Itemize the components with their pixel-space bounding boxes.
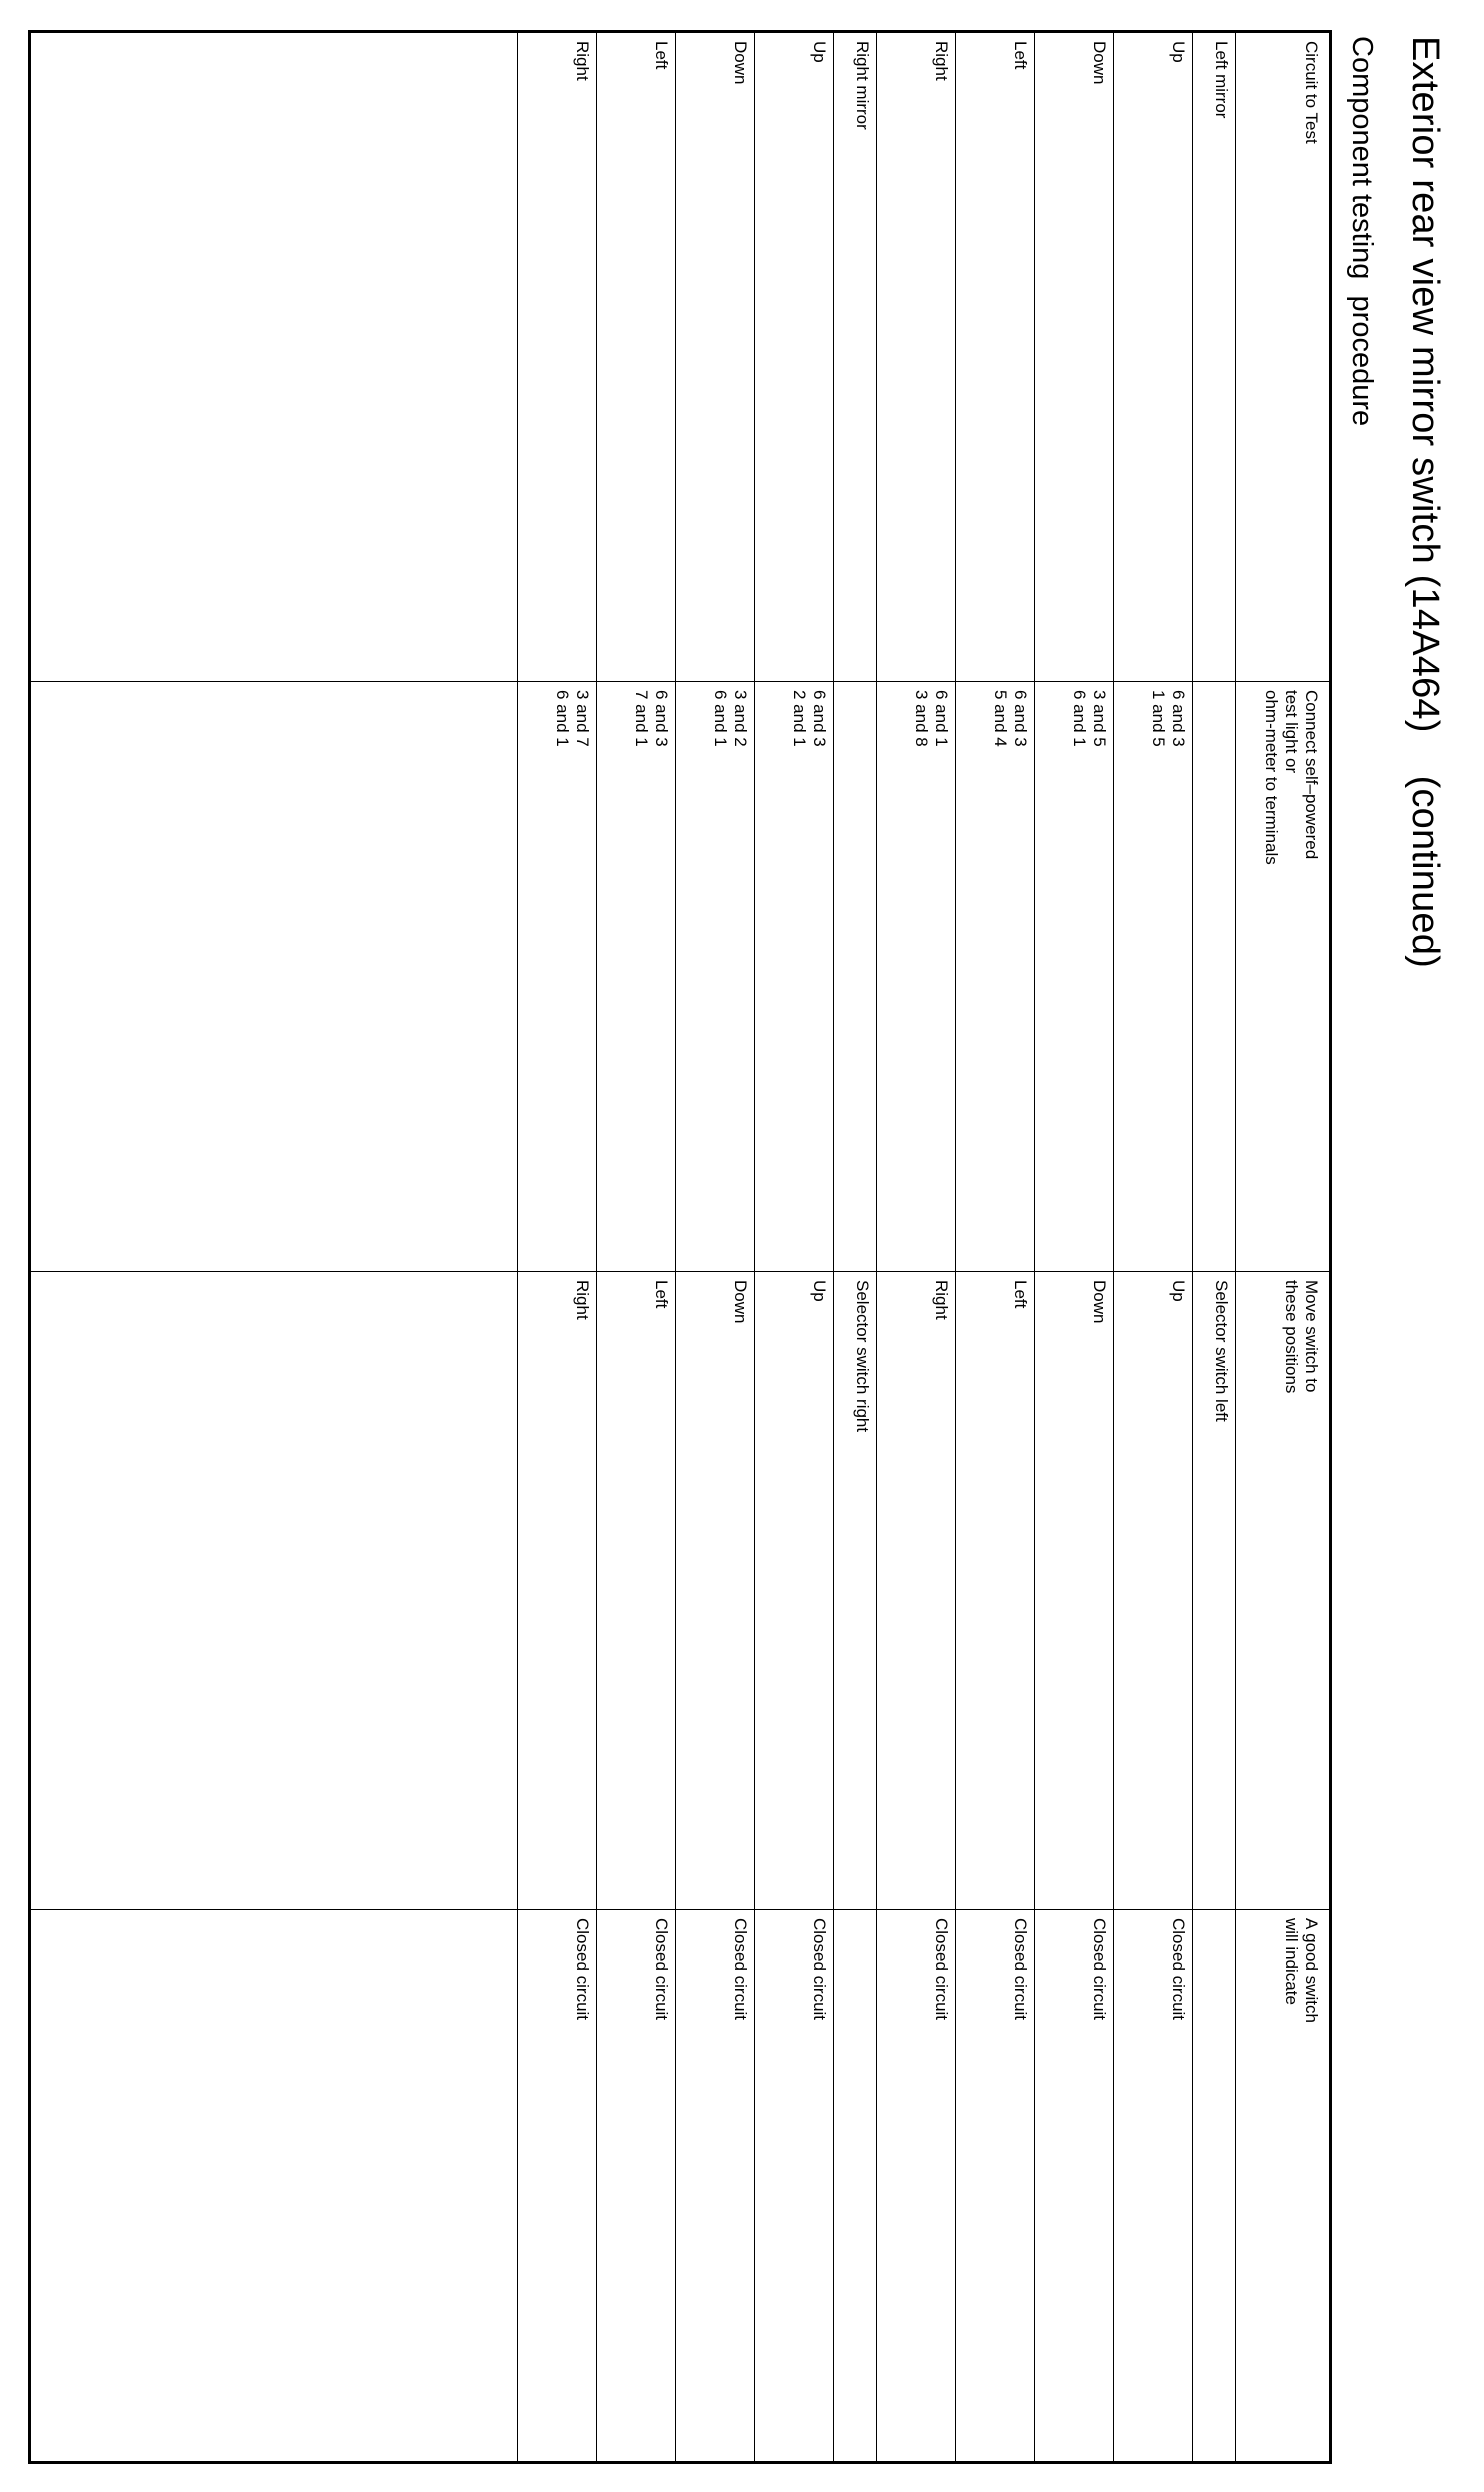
procedure-table bbox=[28, 30, 1332, 2464]
position-cell: Selector switch right bbox=[834, 1272, 877, 1910]
position-cell: Down bbox=[676, 1272, 755, 1910]
table-header-row bbox=[1236, 32, 1331, 2463]
circuit-cell: Down bbox=[676, 32, 755, 682]
table-row bbox=[676, 32, 755, 2463]
terminals-cell: 6 and 1 3 and 8 bbox=[877, 682, 956, 1272]
terminals-cell: 3 and 5 6 and 1 bbox=[1035, 682, 1114, 1272]
circuit-cell: Left bbox=[956, 32, 1035, 682]
position-cell: Up bbox=[755, 1272, 834, 1910]
table-row bbox=[834, 32, 877, 2463]
indicates-cell: Closed circuit bbox=[597, 1910, 676, 2463]
indicates-cell: Closed circuit bbox=[1114, 1910, 1193, 2463]
page-title: Exterior rear view mirror switch (14A464) (continued) bbox=[1404, 36, 1446, 968]
position-cell: Left bbox=[956, 1272, 1035, 1910]
circuit-cell: Right bbox=[518, 32, 597, 682]
terminals-cell: 6 and 3 2 and 1 bbox=[755, 682, 834, 1272]
terminals-cell: 3 and 2 6 and 1 bbox=[676, 682, 755, 1272]
circuit-cell: Down bbox=[1035, 32, 1114, 682]
table-row bbox=[1193, 32, 1236, 2463]
header-circuit: Circuit to Test bbox=[1236, 32, 1331, 682]
position-cell: Down bbox=[1035, 1272, 1114, 1910]
indicates-cell: Closed circuit bbox=[1035, 1910, 1114, 2463]
circuit-cell: Right mirror bbox=[834, 32, 877, 682]
terminals-cell bbox=[1193, 682, 1236, 1272]
circuit-cell: Left mirror bbox=[1193, 32, 1236, 682]
table-row bbox=[956, 32, 1035, 2463]
position-cell: Selector switch left bbox=[1193, 1272, 1236, 1910]
position-cell: Up bbox=[1114, 1272, 1193, 1910]
table-row bbox=[518, 32, 597, 2463]
header-indicates: A good switch will indicate bbox=[1236, 1910, 1331, 2463]
table-row bbox=[877, 32, 956, 2463]
table-filler-row bbox=[30, 32, 518, 2463]
circuit-cell: Right bbox=[877, 32, 956, 682]
position-cell: Right bbox=[518, 1272, 597, 1910]
circuit-cell: Left bbox=[597, 32, 676, 682]
terminals-cell: 6 and 3 5 and 4 bbox=[956, 682, 1035, 1272]
table-row bbox=[1114, 32, 1193, 2463]
position-cell: Left bbox=[597, 1272, 676, 1910]
indicates-cell bbox=[1193, 1910, 1236, 2463]
header-position: Move switch to these positions bbox=[1236, 1272, 1331, 1910]
circuit-cell: Up bbox=[1114, 32, 1193, 682]
circuit-cell: Up bbox=[755, 32, 834, 682]
section-subtitle: Component testing procedure bbox=[1346, 36, 1378, 427]
indicates-cell: Closed circuit bbox=[877, 1910, 956, 2463]
indicates-cell bbox=[834, 1910, 877, 2463]
indicates-cell: Closed circuit bbox=[755, 1910, 834, 2463]
table-row bbox=[597, 32, 676, 2463]
terminals-cell: 6 and 3 1 and 5 bbox=[1114, 682, 1193, 1272]
header-terminals: Connect self–powered test light or ohm-meter to terminals bbox=[1236, 682, 1331, 1272]
terminals-cell: 6 and 3 7 and 1 bbox=[597, 682, 676, 1272]
terminals-cell bbox=[834, 682, 877, 1272]
indicates-cell: Closed circuit bbox=[676, 1910, 755, 2463]
indicates-cell: Closed circuit bbox=[956, 1910, 1035, 2463]
position-cell: Right bbox=[877, 1272, 956, 1910]
table-row bbox=[755, 32, 834, 2463]
terminals-cell: 3 and 7 6 and 1 bbox=[518, 682, 597, 1272]
table-row bbox=[1035, 32, 1114, 2463]
indicates-cell: Closed circuit bbox=[518, 1910, 597, 2463]
